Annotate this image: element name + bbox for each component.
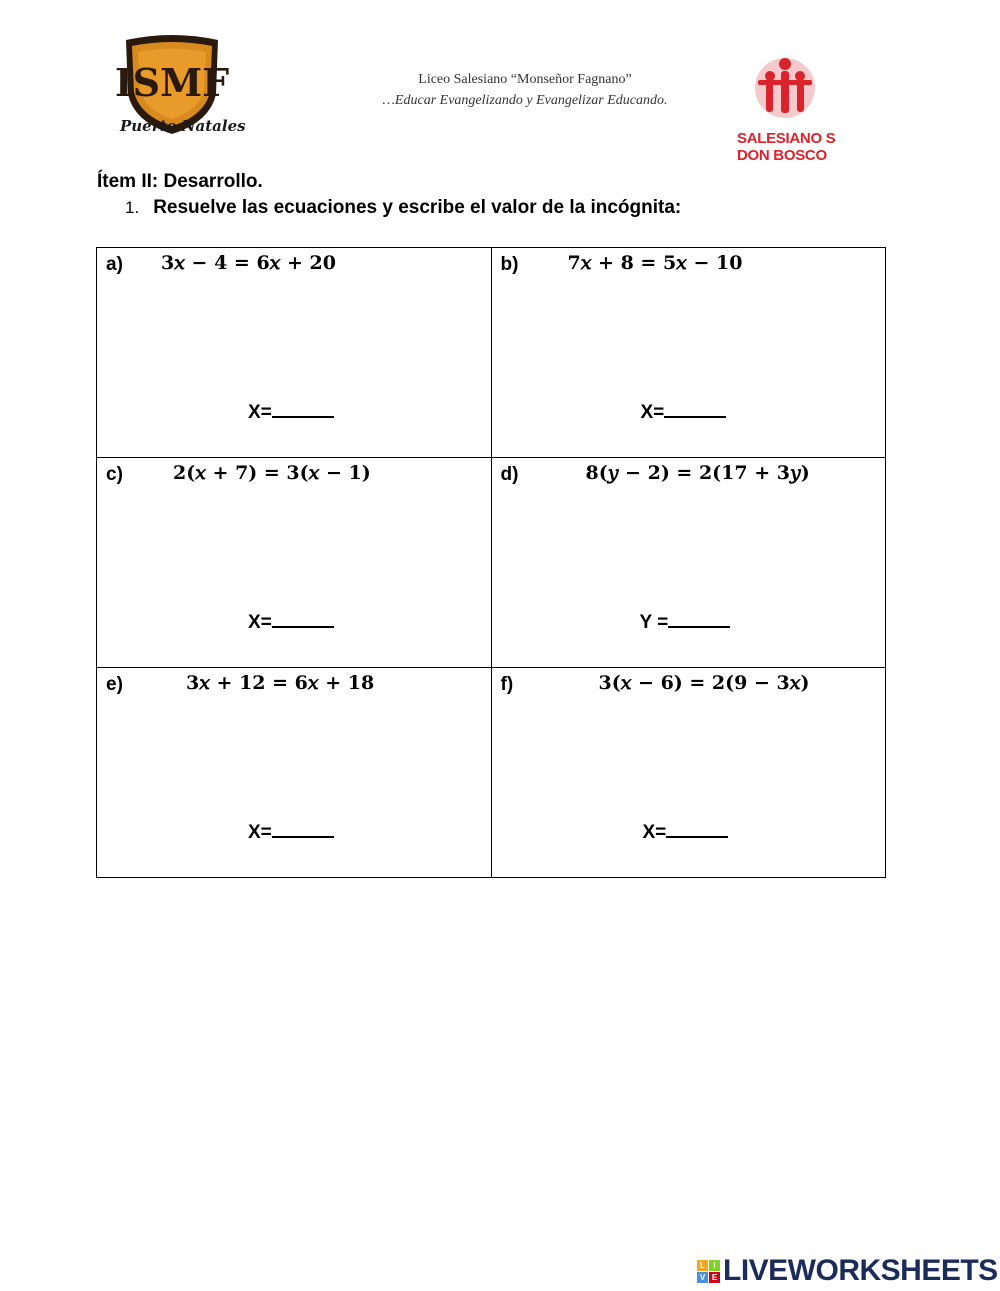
answer-field[interactable] <box>640 608 731 634</box>
badge-letter: L <box>697 1260 708 1271</box>
exercise-letter: e) <box>106 674 123 695</box>
salesianos-people-logo <box>752 56 818 120</box>
answer-label: X= <box>640 402 665 423</box>
table-row <box>97 668 886 878</box>
answer-label: X= <box>248 612 272 633</box>
answer-label: X= <box>248 402 272 423</box>
answer-blank[interactable] <box>666 818 728 838</box>
exercise-letter: f) <box>500 674 514 695</box>
badge-letter: V <box>697 1272 708 1283</box>
answer-blank[interactable] <box>272 608 334 628</box>
answer-label: Y = <box>639 612 669 633</box>
school-motto: …Educar Evangelizando y Evangelizar Educando. <box>382 93 668 108</box>
exercise-cell-c <box>97 458 492 668</box>
exercise-equation: 7𝑥 + 8 = 5𝑥 − 10 <box>567 252 743 274</box>
exercise-equation: 2(𝑥 + 7) = 3(𝑥 − 1) <box>173 462 371 484</box>
exercise-cell-d <box>491 458 886 668</box>
liveworksheets-logo <box>697 1254 998 1288</box>
answer-label: X= <box>642 822 667 843</box>
instruction-number: 1. <box>125 198 140 217</box>
exercise-cell-e <box>97 668 492 878</box>
table-row <box>97 458 886 668</box>
answer-label: X= <box>248 822 272 843</box>
liveworksheets-wordmark: LIVEWORKSHEETS <box>723 1254 998 1287</box>
instruction <box>125 197 681 219</box>
badge-letter: I <box>709 1260 720 1271</box>
exercise-equation: 3(𝑥 − 6) = 2(9 − 3𝑥) <box>598 672 810 694</box>
liveworksheets-badge-icon <box>697 1260 720 1283</box>
exercise-cell-a <box>97 248 492 458</box>
crest-caption: Puerto Natales <box>120 117 246 135</box>
answer-field[interactable] <box>248 398 334 424</box>
badge-letter: E <box>709 1272 720 1283</box>
exercises-table <box>96 247 886 878</box>
answer-blank[interactable] <box>272 818 334 838</box>
answer-field[interactable] <box>641 398 727 424</box>
exercise-letter: a) <box>106 254 123 275</box>
exercise-equation: 3𝑥 + 12 = 6𝑥 + 18 <box>186 672 375 694</box>
school-name: Liceo Salesiano “Monseñor Fagnano” <box>418 72 632 87</box>
exercise-equation: 8(𝑦 − 2) = 2(17 + 3𝑦) <box>585 462 810 484</box>
answer-field[interactable] <box>643 818 729 844</box>
answer-field[interactable] <box>248 608 334 634</box>
answer-field[interactable] <box>248 818 334 844</box>
table-row <box>97 248 886 458</box>
exercise-letter: c) <box>106 464 123 485</box>
answer-blank[interactable] <box>272 398 334 418</box>
answer-blank[interactable] <box>664 398 726 418</box>
exercise-letter: d) <box>500 464 519 485</box>
exercise-equation: 3𝑥 − 4 = 6𝑥 + 20 <box>161 252 336 274</box>
answer-blank[interactable] <box>668 608 730 628</box>
instruction-text: Resuelve las ecuaciones y escribe el valor de la incógnita: <box>153 197 682 218</box>
salesianos-line1: SALESIANO S <box>737 130 836 147</box>
crest-monogram: ISMF <box>114 60 230 105</box>
section-title: Ítem II: Desarrollo. <box>97 171 263 192</box>
exercise-letter: b) <box>500 254 519 275</box>
salesianos-logo-text <box>737 130 835 164</box>
exercise-cell-f <box>491 668 886 878</box>
exercise-cell-b <box>491 248 886 458</box>
salesianos-line2: DON BOSCO <box>737 147 827 164</box>
